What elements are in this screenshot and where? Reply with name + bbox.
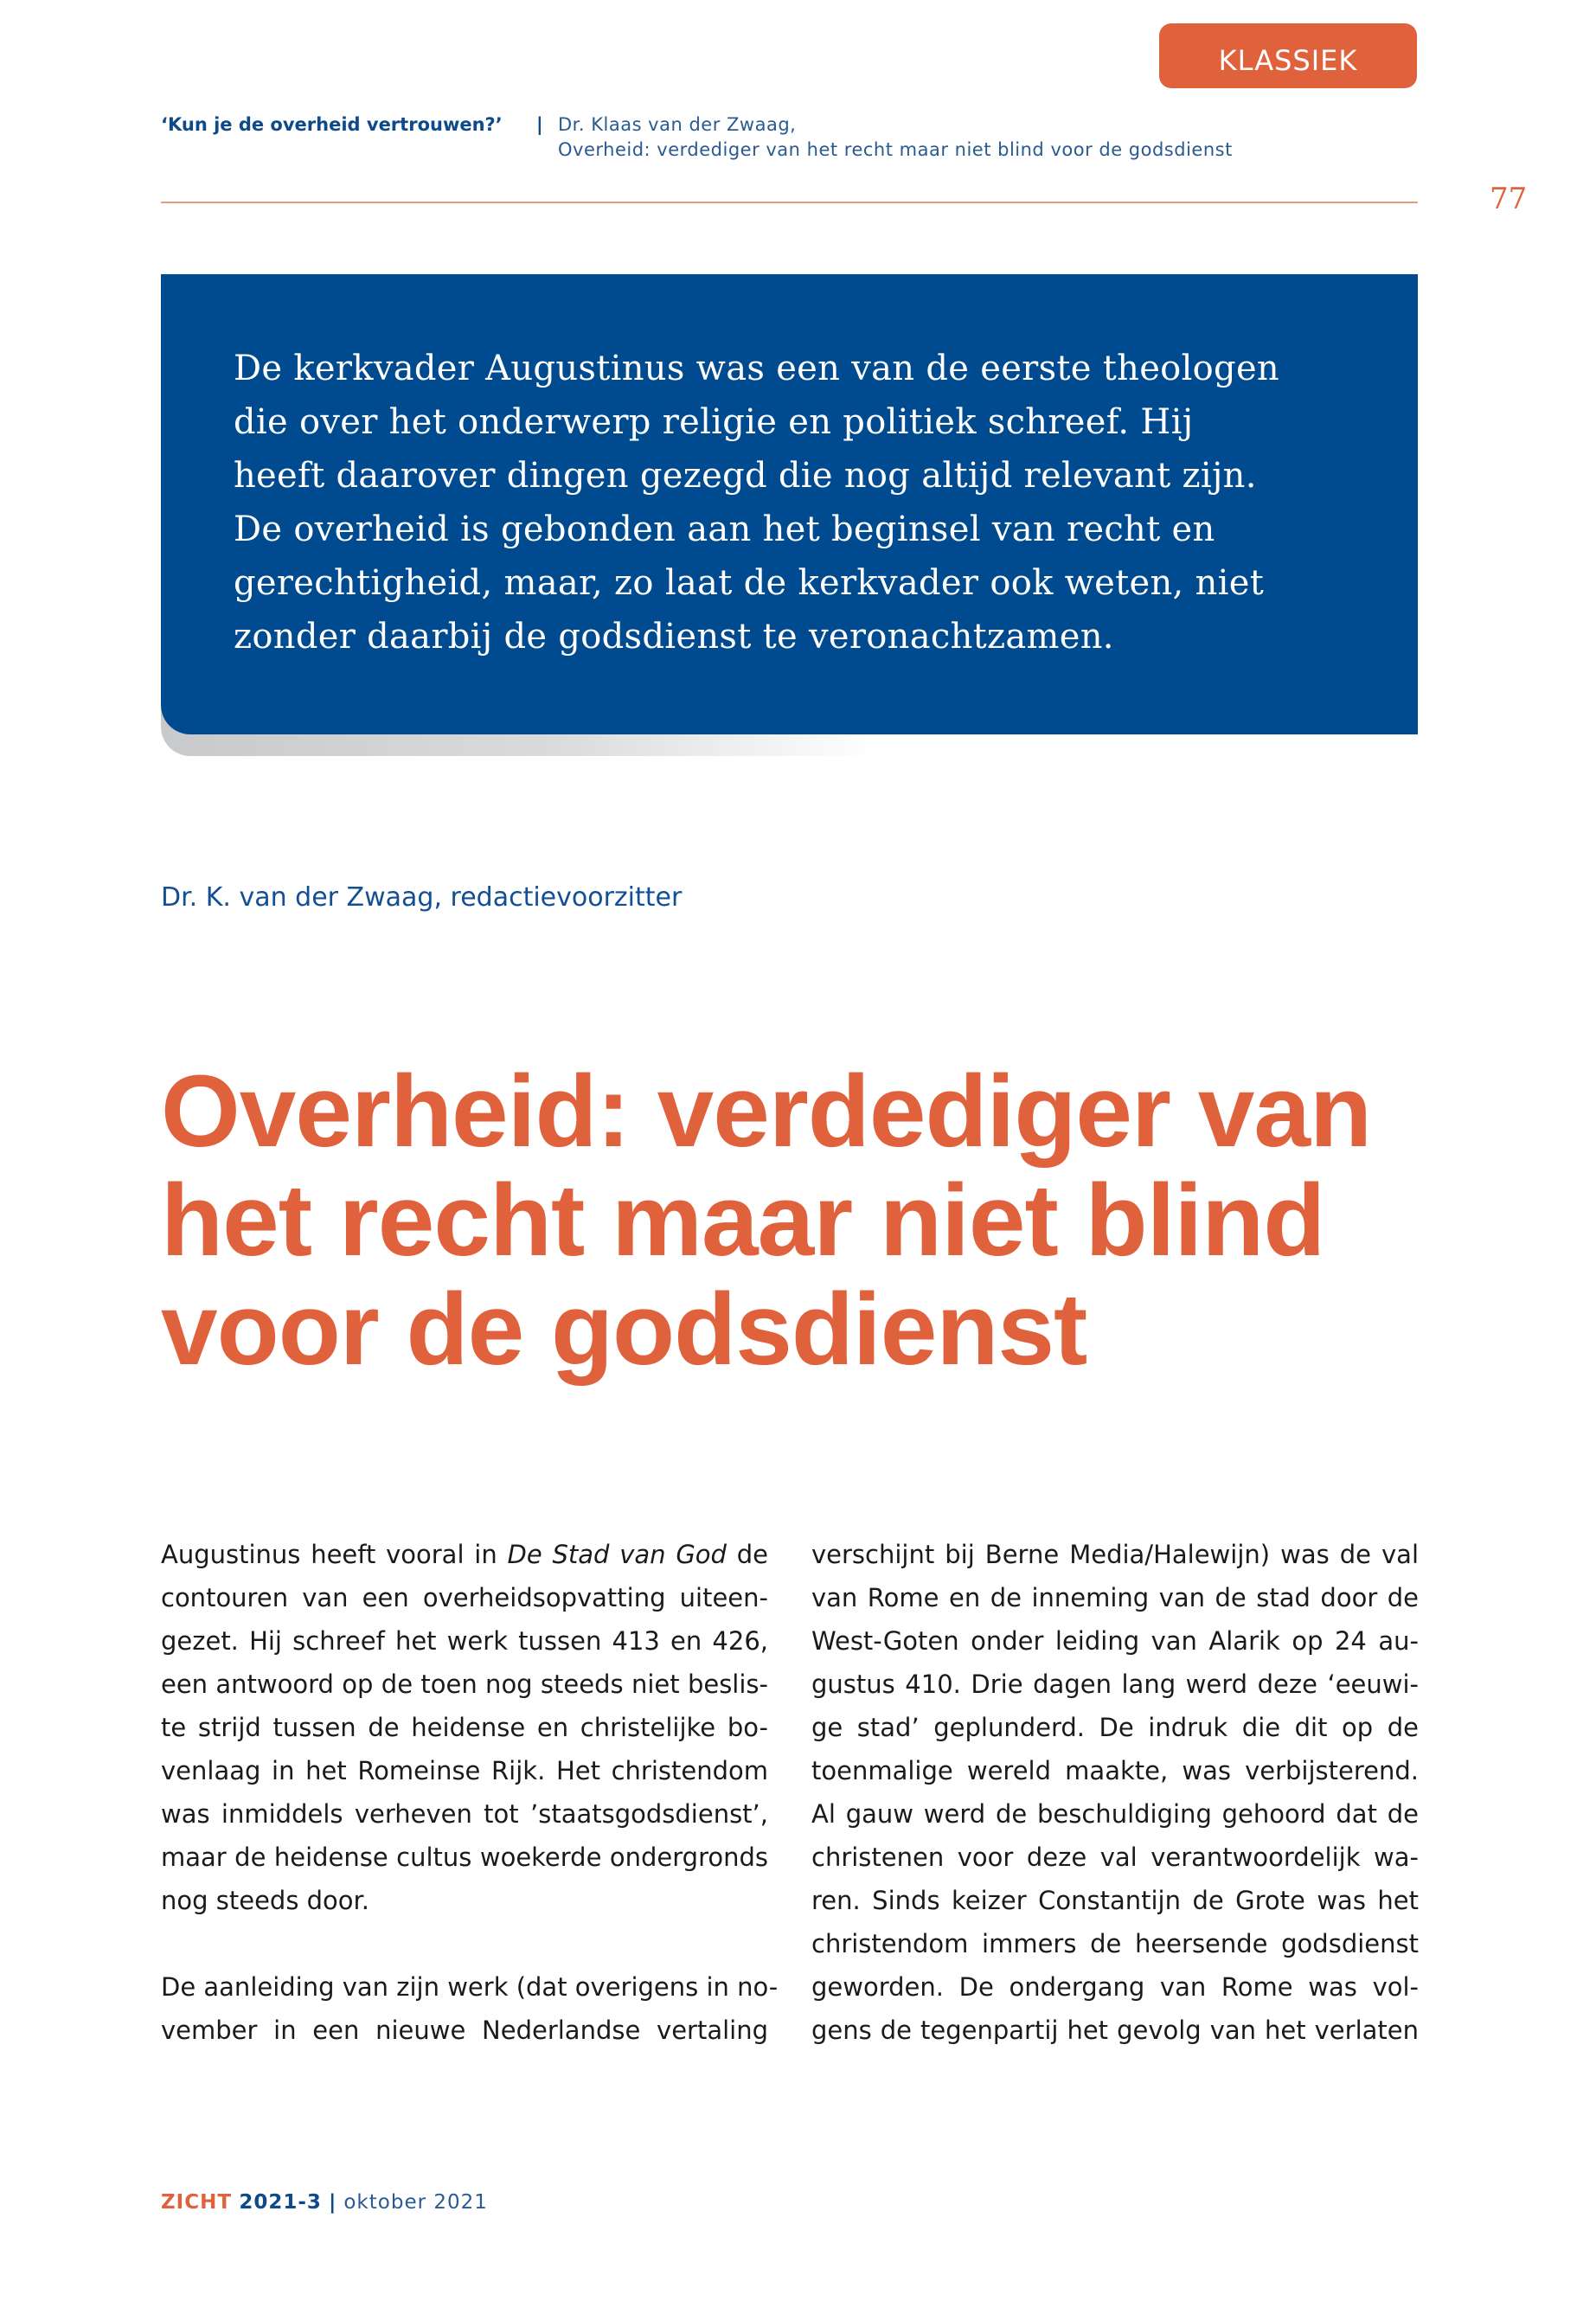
body-text: de: [726, 1540, 768, 1569]
body-line: maar de heidense cultus woekerde ondergronds: [161, 1843, 768, 1872]
intro-line: heeft daarover dingen gezegd die nog altijd relevant zijn.: [234, 456, 1257, 496]
header-separator: |: [536, 114, 543, 135]
body-text: Augustinus heeft vooral in: [161, 1540, 508, 1569]
body-line: venlaag in het Romeinse Rijk. Het christendom: [161, 1756, 768, 1785]
body-line: nog steeds door.: [161, 1886, 370, 1915]
page-number: 77: [1490, 182, 1528, 216]
headline-line: het recht maar niet blind: [161, 1163, 1325, 1278]
page-title: [161, 1054, 1458, 1387]
body-line: toenmalige wereld maakte, was verbijsterend.: [811, 1756, 1419, 1785]
series-title: ‘Kun je de overheid vertrouwen?’: [161, 114, 503, 135]
category-tab: KLASSIEK: [1159, 23, 1417, 88]
body-paragraph: [161, 1965, 779, 2052]
body-line: vember in een nieuwe Nederlandse vertaling: [161, 2016, 768, 2045]
intro-line: zonder daarbij de godsdienst te veronachtzamen.: [234, 617, 1114, 657]
body-line: De aanleiding van zijn werk (dat overigens in no-: [161, 1972, 779, 2002]
body-line: ge stad’ geplunderd. De indruk die dit op de: [811, 1713, 1419, 1742]
footer: [161, 2191, 488, 2214]
body-line: Al gauw werd de beschuldiging gehoord dat de: [811, 1799, 1419, 1829]
body-line: christendom immers de heersende godsdienst: [811, 1929, 1419, 1958]
body-line: ren. Sinds keizer Constantijn de Grote was het: [811, 1886, 1419, 1915]
body-paragraph: [161, 1533, 768, 1922]
paragraph-gap: [161, 1922, 768, 1965]
book-title: De Stad van God: [507, 1540, 727, 1569]
body-line: gens de tegenpartij het gevolg van het verlaten: [811, 2016, 1419, 2045]
body-line: een antwoord op de toen nog steeds niet beslis-: [161, 1670, 768, 1699]
footer-magazine: ZICHT: [161, 2191, 233, 2214]
intro-line: De kerkvader Augustinus was een van de eerste theologen: [234, 349, 1279, 388]
intro-line: De overheid is gebonden aan het beginsel van recht en: [234, 510, 1215, 549]
header-article-title: Overheid: verdediger van het recht maar niet blind voor de godsdienst: [558, 139, 1233, 160]
footer-issue: 2021-3: [239, 2191, 322, 2214]
body-line: verschijnt bij Berne Media/Halewijn) was de val: [811, 1540, 1419, 1569]
body-line: was inmiddels verheven tot ’staatsgodsdienst’,: [161, 1799, 768, 1829]
header-author: Dr. Klaas van der Zwaag,: [558, 114, 797, 135]
footer-separator: |: [328, 2191, 337, 2214]
body-line: contouren van een overheidsopvatting uiteen-: [161, 1583, 768, 1612]
body-column-right: [811, 1533, 1419, 2052]
body-line: christenen voor deze val verantwoordelijk wa-: [811, 1843, 1419, 1872]
body-line: te strijd tussen de heidense en christelijke bo-: [161, 1713, 768, 1742]
body-column-left: [161, 1533, 779, 2052]
header-divider: [161, 202, 1418, 203]
body-line: van Rome en de inneming van de stad door de: [811, 1583, 1419, 1612]
body-line: geworden. De ondergang van Rome was vol-: [811, 1972, 1419, 2002]
footer-date: oktober 2021: [343, 2191, 488, 2214]
body-line: gustus 410. Drie dagen lang werd deze ‘eeuwi-: [811, 1670, 1419, 1699]
body-line: [161, 1533, 768, 1576]
intro-line: gerechtigheid, maar, zo laat de kerkvader ook weten, niet: [234, 563, 1265, 603]
byline: Dr. K. van der Zwaag, redactievoorzitter: [161, 882, 683, 913]
intro-box: [161, 274, 1418, 734]
headline-line: voor de godsdienst: [161, 1272, 1087, 1387]
intro-text: [234, 342, 1366, 663]
body-line: gezet. Hij schreef het werk tussen 413 en 426,: [161, 1626, 768, 1656]
intro-line: die over het onderwerp religie en politiek schreef. Hij: [234, 402, 1194, 442]
headline-line: Overheid: verdediger van: [161, 1054, 1372, 1169]
body-line: West-Goten onder leiding van Alarik op 24 au-: [811, 1626, 1419, 1656]
